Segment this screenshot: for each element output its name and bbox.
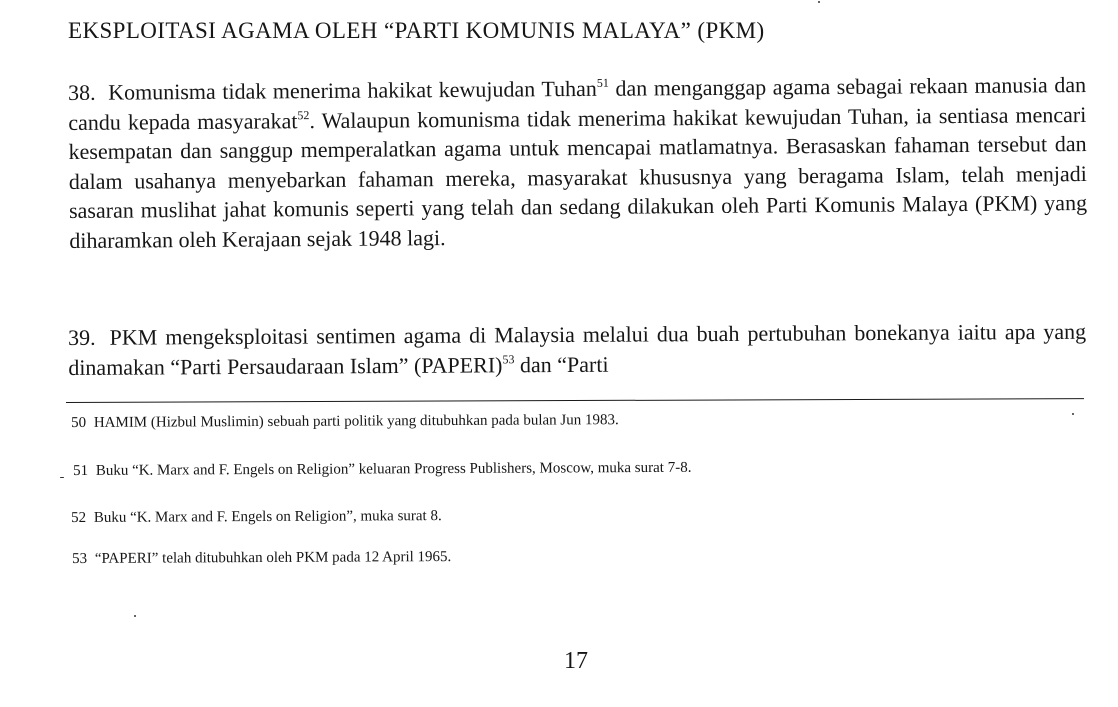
scan-speck — [1072, 413, 1074, 415]
scan-speck — [134, 615, 136, 617]
scan-speck — [60, 477, 64, 478]
paragraph-text: Komunisma tidak menerima hakikat kewujudan Tuhan — [108, 75, 597, 105]
footnote-text: Buku “K. Marx and F. Engels on Religion”, muka surat 8. — [93, 508, 442, 526]
footnote-ref-52[interactable]: 52 — [297, 107, 310, 122]
footnote-50 — [71, 410, 1071, 432]
paragraph-text: PKM mengeksploitasi sentimen agama di Malaysia melalui dua buah pertubuhan bonekanya iaitu apa yang dinamakan “Parti Persaudaraan Islam” (PAPERI) — [68, 318, 1087, 380]
footnote-text: “PAPERI” telah ditubuhkan oleh PKM pada 12 April 1965. — [94, 549, 452, 567]
footnote-53 — [72, 546, 1072, 568]
paragraph-number: 38. — [68, 79, 96, 105]
paragraph-text: dan “Parti — [514, 351, 609, 377]
footnote-52 — [71, 505, 1071, 527]
paragraph-text: dan menganggap agama sebagai rekaan manusia dan candu kepada masyarakat — [68, 72, 1087, 135]
footnote-number: 51 — [73, 462, 89, 479]
paragraph-39 — [68, 317, 1086, 382]
footnote-text: Buku “K. Marx and F. Engels on Religion” keluaran Progress Publishers, Moscow, muka surat 7-8. — [95, 459, 692, 479]
section-heading: EKSPLOITASI AGAMA OLEH “PARTI KOMUNIS MALAYA” (PKM) — [68, 18, 765, 43]
paragraph-38 — [68, 70, 1087, 256]
paragraph-number: 39. — [68, 324, 96, 350]
footnote-text: HAMIM (Hizbul Muslimin) sebuah parti politik yang ditubuhkan pada bulan Jun 1983. — [93, 412, 619, 431]
footnote-separator — [66, 398, 1084, 403]
footnote-number: 52 — [71, 509, 87, 526]
footnote-ref-51[interactable]: 51 — [596, 75, 609, 90]
scan-speck — [818, 1, 820, 3]
footnote-ref-53[interactable]: 53 — [502, 351, 515, 366]
paragraph-text: . Walaupun komunisma tidak menerima hakikat kewujudan Tuhan, ia sentiasa mencari kesempatan dan sanggup memperalatkan agama untuk mencapai matlamatnya. Berasaskan fahaman tersebut dan dalam usahanya menyebarkan fahaman mereka, masyarakat khususnya yang beragama Islam, telah menjadi sasaran muslihat jahat komunis seperti yang telah dan sedang dilakukan oleh Parti Komunis Malaya (PKM) yang diharamkan oleh Kerajaan sejak 1948 lagi. — [68, 101, 1088, 253]
footnote-number: 53 — [72, 550, 88, 567]
footnote-51 — [73, 458, 1073, 480]
footnote-number: 50 — [71, 414, 87, 431]
page-number: 17 — [564, 648, 588, 674]
